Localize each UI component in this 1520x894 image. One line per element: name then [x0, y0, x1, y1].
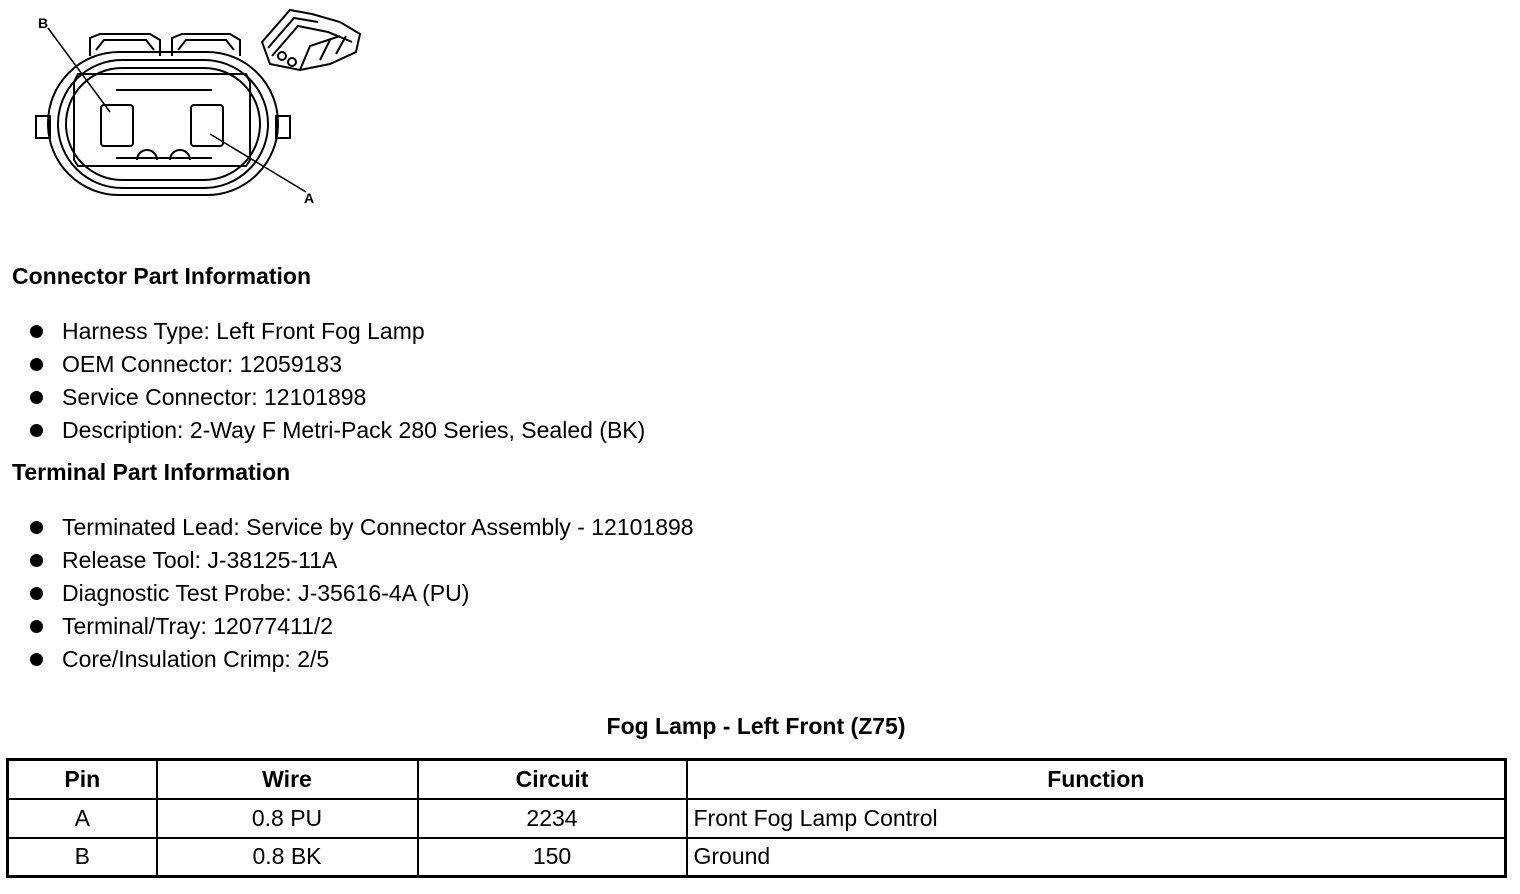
core-insulation-crimp: Core/Insulation Crimp: 2/5 [62, 646, 330, 672]
connector-info-title: Connector Part Information [12, 263, 312, 289]
diagnostic-test-probe: Diagnostic Test Probe: J-35616-4A (PU) [62, 580, 470, 606]
bullet-icon [30, 358, 43, 371]
cell-function: Front Fog Lamp Control [687, 799, 1506, 838]
connector-diagram [0, 0, 380, 215]
release-tool: Release Tool: J-38125-11A [62, 547, 338, 573]
pin-table [6, 758, 1507, 878]
table-title: Fog Lamp - Left Front (Z75) [606, 713, 906, 739]
terminal-tray: Terminal/Tray: 12077411/2 [62, 613, 334, 639]
list-item [28, 315, 645, 348]
bullet-icon [30, 554, 43, 567]
table-row [8, 799, 1506, 838]
cell-wire: 0.8 BK [157, 838, 418, 877]
service-connector: Service Connector: 12101898 [62, 384, 367, 410]
terminal-b-label: B [38, 15, 49, 31]
bullet-icon [30, 391, 43, 404]
list-item [28, 511, 694, 544]
list-item [28, 643, 694, 676]
cell-function: Ground [687, 838, 1506, 877]
list-item [28, 577, 694, 610]
connector-face-illustration [0, 0, 380, 215]
header-function: Function [687, 760, 1506, 799]
connector-description: Description: 2-Way F Metri-Pack 280 Series, Sealed (BK) [62, 417, 646, 443]
bullet-icon [30, 325, 43, 338]
bullet-icon [30, 653, 43, 666]
header-pin: Pin [8, 760, 157, 799]
list-item [28, 610, 694, 643]
oem-connector: OEM Connector: 12059183 [62, 351, 343, 377]
bullet-icon [30, 424, 43, 437]
list-item [28, 414, 645, 447]
table-header-row [8, 760, 1506, 799]
list-item [28, 348, 645, 381]
cell-pin: B [8, 838, 157, 877]
terminal-a-label: A [304, 190, 315, 206]
header-circuit: Circuit [418, 760, 687, 799]
bullet-icon [30, 521, 43, 534]
connector-info-list [28, 315, 645, 447]
list-item [28, 544, 694, 577]
terminated-lead: Terminated Lead: Service by Connector Assembly - 12101898 [62, 514, 694, 540]
table-row [8, 838, 1506, 877]
bullet-icon [30, 620, 43, 633]
cell-circuit: 2234 [418, 799, 687, 838]
terminal-info-list [28, 511, 694, 676]
cell-circuit: 150 [418, 838, 687, 877]
header-wire: Wire [157, 760, 418, 799]
cell-wire: 0.8 PU [157, 799, 418, 838]
bullet-icon [30, 587, 43, 600]
harness-type: Harness Type: Left Front Fog Lamp [62, 318, 425, 344]
list-item [28, 381, 645, 414]
cell-pin: A [8, 799, 157, 838]
terminal-info-title: Terminal Part Information [12, 459, 291, 485]
